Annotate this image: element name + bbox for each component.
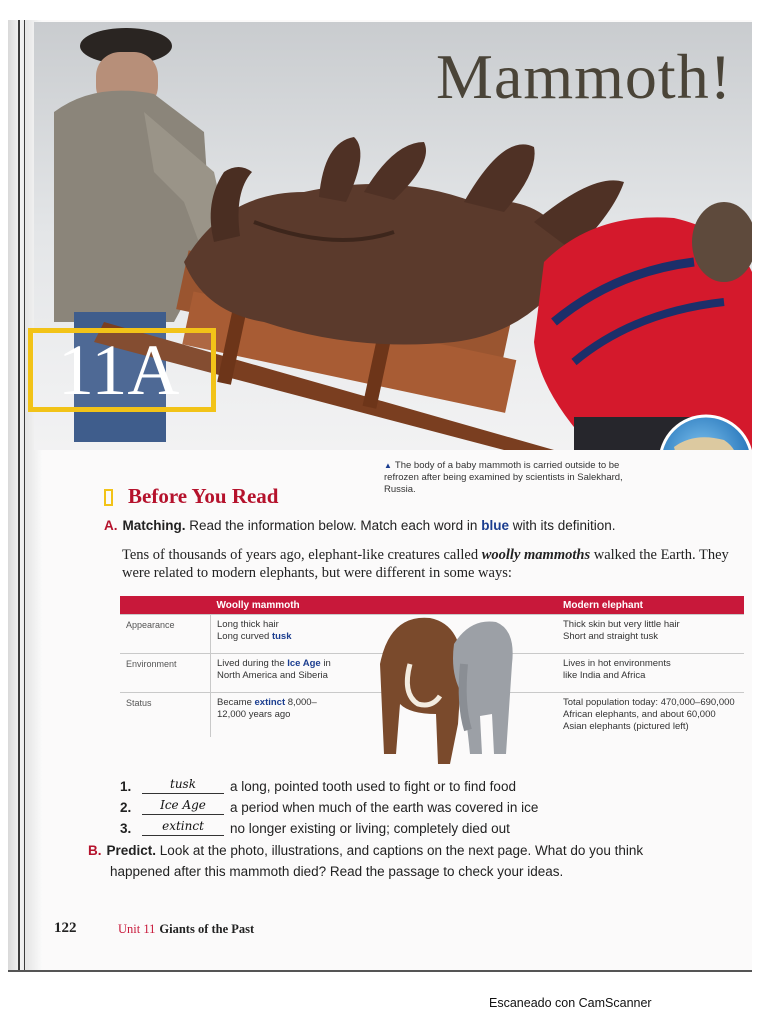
footer-unit (118, 922, 254, 937)
cell-text: Long thick hair (217, 619, 279, 630)
modern-cell (557, 693, 744, 738)
intro-text-1: Tens of thousands of years ago, elephant-like creatures called (122, 547, 479, 563)
section-a-letter: A. (104, 518, 118, 533)
cell-text: Short and straight tusk (563, 631, 659, 642)
cell-text: 12,000 years ago (217, 709, 291, 720)
cell-text: African elephants, and about 60,000 (563, 709, 716, 720)
footer-unit-title: Giants of the Past (159, 922, 255, 936)
matching-list (120, 776, 538, 839)
section-a-label: Matching. (122, 518, 186, 533)
woolly-cell (211, 654, 376, 693)
woolly-mammoth-drawing (380, 618, 462, 764)
section-a-instruction (104, 518, 616, 533)
mammoth-elephant-illustration (370, 604, 530, 770)
cell-text: Asian elephants (pictured left) (563, 721, 689, 732)
page-number: 122 (54, 920, 77, 936)
scanner-watermark: Escaneado con CamScanner (489, 996, 652, 1010)
cell-text: Long curved (217, 631, 270, 642)
intro-text-2: walked the Earth. They were related to modern elephants, but were different in some ways: (122, 547, 729, 581)
row-label: Appearance (120, 615, 211, 654)
section-b-text-2: happened after this mammoth died? Read the passage to check your ideas. (110, 864, 564, 879)
intro-italic: woolly mammoths (481, 547, 591, 563)
cell-text: 8,000– (287, 697, 317, 708)
section-a-text-2: with its definition. (512, 518, 616, 533)
item-definition: a long, pointed tooth used to fight or to find food (230, 779, 516, 794)
spine-line (18, 20, 20, 972)
modern-cell (557, 654, 744, 693)
section-a-blue-word: blue (481, 518, 509, 533)
section-b (88, 840, 643, 882)
list-item (120, 797, 538, 818)
key-word: Ice Age (287, 658, 321, 669)
section-heading: Before You Read (128, 484, 279, 508)
section-marker-icon (104, 489, 113, 506)
cell-text: Became (217, 697, 252, 708)
item-number: 2. (120, 800, 132, 815)
cell-text: in (323, 658, 331, 669)
modern-cell (557, 615, 744, 654)
footer-unit-label: Unit 11 (118, 922, 156, 936)
woolly-cell (211, 693, 376, 738)
cell-text: Total population today: 470,000–690,000 (563, 697, 735, 708)
photo-caption (384, 460, 654, 496)
table-header-woolly: Woolly mammoth (211, 596, 376, 615)
cell-text: like India and Africa (563, 670, 646, 681)
list-item (120, 818, 538, 839)
section-b-label: Predict. (106, 843, 157, 858)
item-definition: no longer existing or living; completely died out (230, 821, 510, 836)
item-number: 3. (120, 821, 132, 836)
section-a-text-1: Read the information below. Match each word in (189, 518, 478, 533)
list-item (120, 776, 538, 797)
answer-field[interactable]: extinct (142, 820, 224, 836)
row-label: Environment (120, 654, 211, 693)
table-header-blank (120, 596, 211, 615)
cell-text: Lives in hot environments (563, 658, 671, 669)
table-header-modern: Modern elephant (557, 596, 744, 615)
cell-text: Lived during the (217, 658, 285, 669)
answer-field[interactable]: tusk (142, 778, 224, 794)
section-b-text-1: Look at the photo, illustrations, and captions on the next page. What do you think (159, 843, 644, 858)
section-b-letter: B. (88, 843, 102, 858)
woolly-cell (211, 615, 376, 654)
textbook-page (8, 20, 752, 972)
page-title: Mammoth! (436, 41, 732, 112)
intro-paragraph (122, 546, 742, 582)
spine-line (24, 20, 25, 972)
cell-text: North America and Siberia (217, 670, 328, 681)
asian-elephant-drawing (453, 621, 513, 754)
page-bottom-edge (8, 970, 752, 972)
cell-text: Thick skin but very little hair (563, 619, 680, 630)
row-label: Status (120, 693, 211, 738)
item-definition: a period when much of the earth was covered in ice (230, 800, 539, 815)
unit-badge: 11A (58, 330, 180, 410)
item-number: 1. (120, 779, 132, 794)
answer-field[interactable]: Ice Age (142, 799, 224, 815)
key-word: extinct (254, 697, 286, 708)
key-word: tusk (271, 631, 292, 642)
triangle-bullet-icon: ▲ (384, 461, 392, 470)
photo-caption-text: The body of a baby mammoth is carried outside to be refrozen after being examined by scientists in Salekhard, Russia. (384, 460, 623, 495)
